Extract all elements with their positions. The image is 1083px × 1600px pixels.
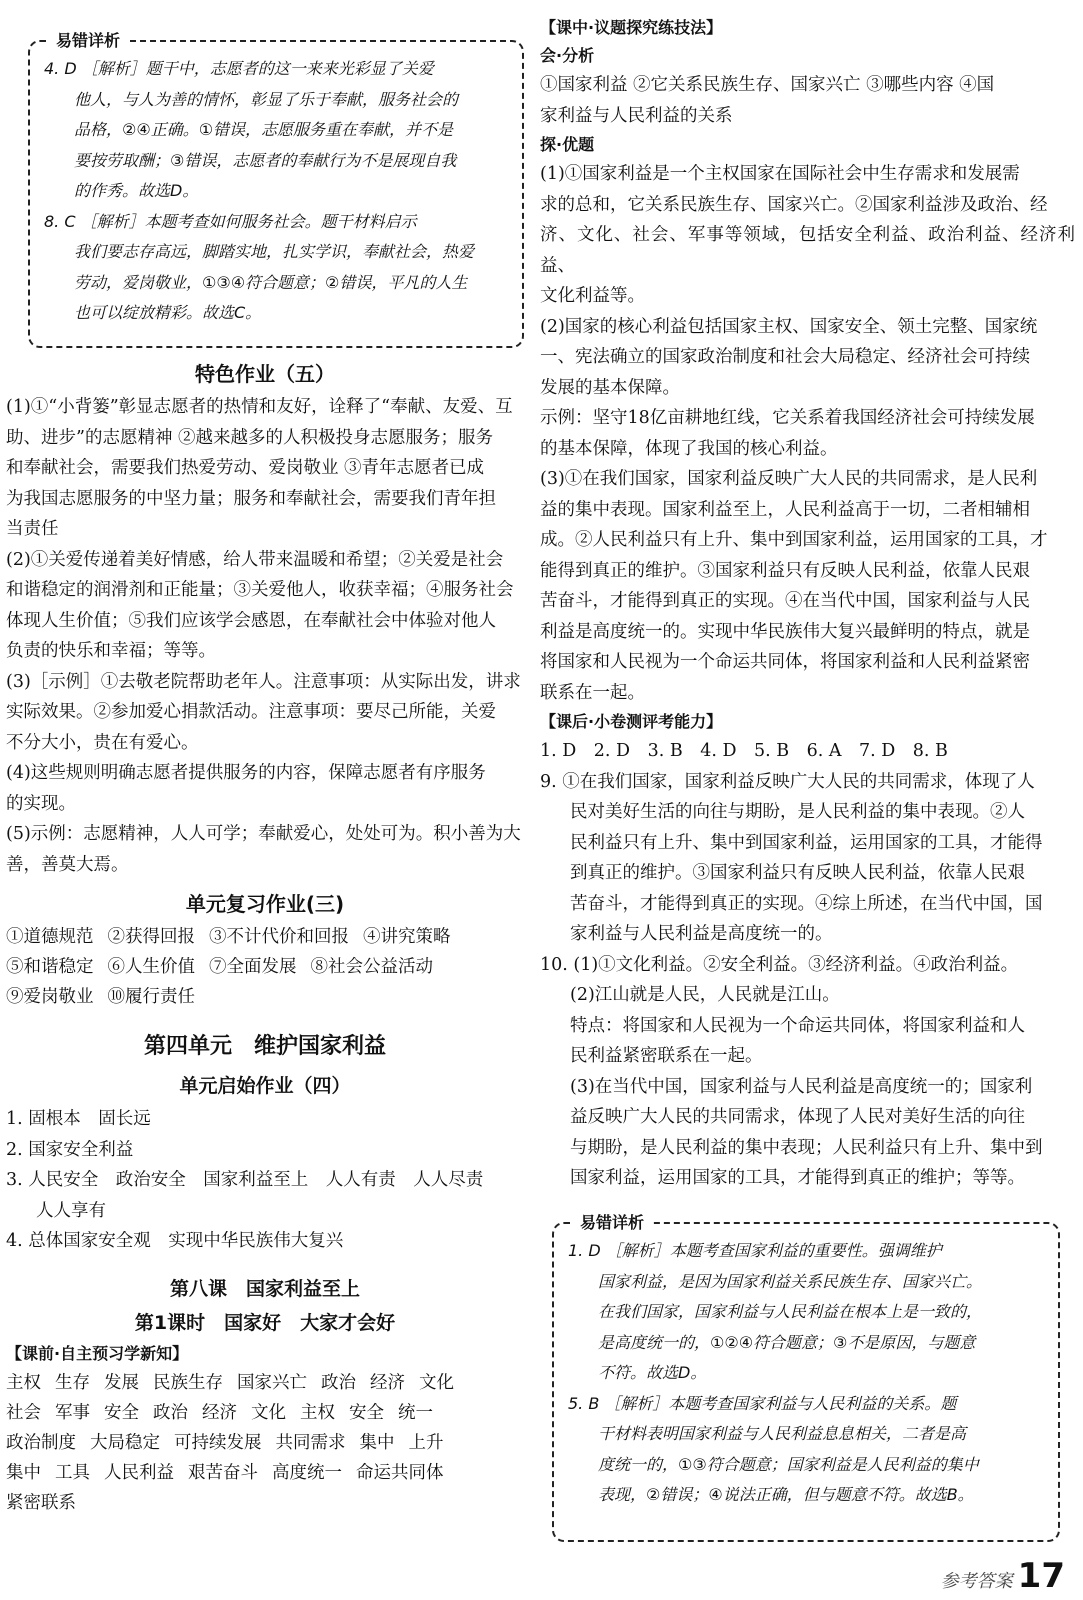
text-line: 善，善莫大焉。 [6,854,129,875]
text-line: 10. (1)①文化利益。②安全利益。③经济利益。④政治利益。 [540,954,1019,975]
review-item: ⑨爱岗敬业 [6,987,94,1007]
text-line: 的基本保障，体现了我国的核心利益。 [540,438,838,459]
unit-review-section [6,886,524,1012]
text-line: (2)国家的核心利益包括国家主权、国家安全、领土完整、国家统 [540,316,1038,337]
section-tag: 【课中·议题探究练技法】 [540,18,723,37]
unit-subtitle: 单元启始作业（四） [179,1075,351,1097]
keyword: 集中 [6,1463,41,1483]
sub-tag: 探·优题 [540,135,595,154]
error-analysis-title: 易错详析 [572,1210,652,1233]
error-analysis-title: 易错详析 [48,28,128,51]
text-line: 一、宪法确立的国家政治制度和社会大局稳定、经济社会可持续 [540,347,1030,367]
review-item: ⑦全面发展 [209,957,297,977]
text-line: 能得到真正的维护。③国家利益只有反映人民利益，依靠人民艰 [540,560,1030,581]
keyword: 生存 [55,1373,90,1393]
review-item: ④讲究策略 [363,927,451,947]
text-line: ①国家利益 ②它关系民族生存、国家兴亡 ③哪些内容 ④国 [540,75,995,95]
review-item: ⑤和谐稳定 [6,957,94,977]
keyword: 发展 [104,1373,139,1393]
keyword: 工具 [55,1463,90,1483]
review-item: ③不计代价和回报 [209,927,349,947]
box1-line: 他人，与人为善的情怀，彰显了乐于奉献，服务社会的 [74,89,459,109]
text-line: 济、文化、社会、军事等领域，包括安全利益、政治利益、经济利益、 [540,225,1075,276]
text-line: 苦奋斗，才能得到真正的实现。④在当代中国，国家利益与人民 [540,591,1030,611]
section-title: 单元复习作业(三) [185,892,345,916]
keyword: 共同需求 [275,1433,346,1453]
text-line: 利益是高度统一的。实现中华民族伟大复兴最鲜明的特点，就是 [540,621,1030,642]
text-line: 特点：将国家和人民视为一个命运共同体，将国家利益和人 [570,1015,1025,1036]
footer-label: 参考答案 [940,1571,1013,1592]
text-line: 负责的快乐和幸福；等等。 [6,641,216,661]
text-line: (1)①国家利益是一个主权国家在国际社会中生存需求和发展需 [540,164,1020,184]
text-line: 和谐稳定的润滑剂和正能量；③关爱他人，收获幸福；④服务社会 [6,580,514,600]
box2-line: 5. B ［解析］本题考查国家利益与人民利益的关系。题 [568,1393,957,1413]
keyword: 紧密联系 [6,1493,76,1513]
lesson8-section [6,1272,524,1518]
keyword: 安全 [349,1403,384,1423]
box1-line: 我们要志存高远，脚踏实地，扎实学识，奉献社会，热爱 [74,242,475,261]
keyword: 民族生存 [153,1373,223,1393]
answers-line: 1. D 2. D 3. B 4. D 5. B 6. A 7. D 8. B [540,741,948,761]
text-line: (1)①“小背篓”彰显志愿者的热情和友好，诠释了“奉献、友爱、互 [6,397,513,417]
keyword: 命运共同体 [356,1463,444,1483]
keyword: 主权 [300,1403,335,1423]
review-row [6,922,524,952]
text-line: 益反映广大人民的共同需求，体现了人民对美好生活的向往 [570,1107,1025,1127]
text-line: 民利益紧密联系在一起。 [570,1046,763,1066]
box2-line: 在我们国家，国家利益与人民利益在根本上是一致的， [598,1302,983,1321]
keyword-row [6,1368,524,1398]
text-line: 国家利益，运用国家的工具，才能得到真正的维护；等等。 [570,1168,1025,1188]
sub-tag: 会·分析 [540,46,595,65]
review-item: ⑧社会公益活动 [310,957,433,977]
review-item: ②获得回报 [107,927,195,947]
review-row [6,982,524,1012]
keyword: 集中 [359,1433,395,1453]
text-line: 2. 国家安全利益 [6,1139,134,1160]
keyword: 政治 [153,1403,188,1423]
unit4-section [6,1026,524,1257]
text-line: 发展的基本保障。 [540,377,680,398]
box2-line: 1. D ［解析］本题考查国家利益的重要性。强调维护 [568,1241,942,1260]
box1-line: 要按劳取酬；③错误，志愿者的奉献行为不是展现自我 [74,150,457,170]
text-line: 联系在一起。 [540,682,645,703]
box1-line: 的作秀。故选D。 [74,181,199,200]
text-line: 家利益与人民利益是高度统一的。 [570,924,833,944]
text-line: 民利益只有上升、集中到国家利益，运用国家的工具，才能得 [570,832,1043,853]
text-line: 文化利益等。 [540,286,645,306]
box1-line: 4. D ［解析］题干中，志愿者的这一来来光彩显了关爱 [44,59,434,78]
text-line: 不分大小，贵在有爱心。 [6,732,199,753]
keyword: 国家兴亡 [237,1373,307,1393]
box2-line: 不符。故选D。 [598,1363,707,1382]
text-line: 当责任 [6,519,59,539]
text-line: 到真正的维护。③国家利益只有反映人民利益，依靠人民艰 [570,863,1025,883]
keyword: 艰苦奋斗 [188,1463,258,1483]
box2-line: 干材料表明国家利益与人民利益息息相关，二者是高 [598,1424,967,1443]
keyword: 军事 [55,1403,90,1423]
keyword: 经济 [370,1373,405,1393]
box1-line: 品格，②④正确。①错误，志愿服务重在奉献，并不是 [74,120,454,139]
text-line: 与期盼，是人民利益的集中表现；人民利益只有上升、集中到 [570,1137,1043,1158]
page-number: 17 [1017,1556,1065,1596]
text-line: 示例：坚守18亿亩耕地红线，它关系着我国经济社会可持续发展 [540,408,1035,428]
text-line: 3. 人民安全 政治安全 国家利益至上 人人有责 人人尽责 [6,1170,484,1190]
keyword: 可持续发展 [174,1433,262,1453]
box2-line: 表现，②错误；④说法正确，但与题意不符。故选B。 [598,1485,974,1504]
box2-line: 是高度统一的，①②④符合题意；③不是原因，与题意 [598,1332,976,1352]
keyword: 政治 [321,1373,356,1393]
text-line: 家利益与人民利益的关系 [540,105,733,126]
text-line: 和奉献社会，需要我们热爱劳动、爱岗敬业 ③青年志愿者已成 [6,458,485,478]
section-tag: 【课后·小卷测评考能力】 [540,712,723,731]
text-line: 民对美好生活的向往与期盼，是人民利益的集中表现。②人 [570,802,1025,822]
keyword: 上升 [408,1433,444,1453]
text-line: 益的集中表现。国家利益至上，人民利益高于一切，二者相辅相 [540,499,1030,520]
text-line: 苦奋斗，才能得到真正的实现。④综上所述，在当代中国，国 [570,893,1043,914]
keyword: 大局稳定 [90,1433,160,1453]
keyword: 安全 [104,1403,139,1423]
text-line: 人人享有 [36,1200,106,1221]
text-line: (4)这些规则明确志愿者提供服务的内容，保障志愿者有序服务 [6,763,486,783]
text-line: 成。②人民利益只有上升、集中到国家利益，运用国家的工具，才 [540,530,1048,550]
unit-title: 第四单元 维护国家利益 [143,1034,386,1059]
text-line: (2)①关爱传递着美好情感，给人带来温暖和希望；②关爱是社会 [6,549,504,570]
text-line: 为我国志愿服务的中坚力量；服务和奉献社会，需要我们青年担 [6,488,496,509]
section-title: 特色作业（五） [195,362,335,386]
keyword: 社会 [6,1403,41,1423]
keyword: 文化 [419,1373,454,1393]
section-tag: 【课前·自主预习学新知】 [6,1344,189,1363]
text-line: 将国家和人民视为一个命运共同体，将国家利益和人民利益紧密 [540,652,1030,672]
error-analysis-box-2 [552,1213,1060,1542]
text-line: 的实现。 [6,793,76,814]
lesson-subtitle: 第1课时 国家好 大家才会好 [134,1312,396,1334]
in-class-section [540,14,1075,1194]
text-line: 1. 固根本 固长远 [6,1109,151,1129]
text-line: 9. ①在我们国家，国家利益反映广大人民的共同需求，体现了人 [540,771,1035,792]
keyword-row [6,1458,524,1488]
text-line: (3)①在我们国家，国家利益反映广大人民的共同需求，是人民利 [540,469,1038,489]
review-item: ⑩履行责任 [107,987,195,1007]
box2-line: 国家利益，是因为国家利益关系民族生存、国家兴亡。 [598,1271,983,1291]
review-item: ⑥人生价值 [107,957,195,977]
text-line: 助、进步”的志愿精神 ②越来越多的人积极投身志愿服务；服务 [6,427,494,448]
keyword: 政治制度 [6,1433,76,1453]
box1-line: 也可以绽放精彩。故选C。 [74,303,262,322]
special-homework-section [6,356,524,880]
text-line: (3)在当代中国，国家利益与人民利益是高度统一的；国家利 [570,1076,1033,1097]
keyword: 统一 [398,1403,433,1423]
text-line: 求的总和，它关系民族生存、国家兴亡。②国家利益涉及政治、经 [540,194,1048,215]
keyword-row [6,1398,524,1428]
box1-line: 8. C ［解析］本题考查如何服务社会。题干材料启示 [44,211,417,231]
keyword: 高度统一 [272,1463,342,1483]
review-row [6,952,524,982]
text-line: (3)［示例］①去敬老院帮助老年人。注意事项：从实际出发，讲求 [6,671,521,692]
keyword: 主权 [6,1373,41,1393]
keyword: 经济 [202,1403,237,1423]
text-line: 体现人生价值；⑤我们应该学会感恩，在奉献社会中体验对他人 [6,610,496,631]
keyword-row [6,1488,524,1518]
box1-line: 劳动，爱岗敬业，①③④符合题意；②错误，平凡的人生 [74,272,468,292]
lesson-title: 第八课 国家利益至上 [169,1278,360,1300]
keyword-row [6,1428,524,1458]
text-line: 4. 总体国家安全观 实现中华民族伟大复兴 [6,1231,344,1251]
text-line: 实际效果。②参加爱心捐款活动。注意事项：要尽己所能，关爱 [6,702,496,722]
keyword: 人民利益 [104,1463,174,1483]
text-line: (2)江山就是人民，人民就是江山。 [570,985,840,1005]
box2-line: 度统一的，①③符合题意；国家利益是人民利益的集中 [598,1454,979,1474]
text-line: (5)示例：志愿精神，人人可学；奉献爱心，处处可为。积小善为大 [6,824,521,844]
error-analysis-box-1 [28,31,524,348]
keyword: 文化 [251,1403,286,1423]
page-footer [941,1556,1065,1596]
review-item: ①道德规范 [6,927,94,947]
